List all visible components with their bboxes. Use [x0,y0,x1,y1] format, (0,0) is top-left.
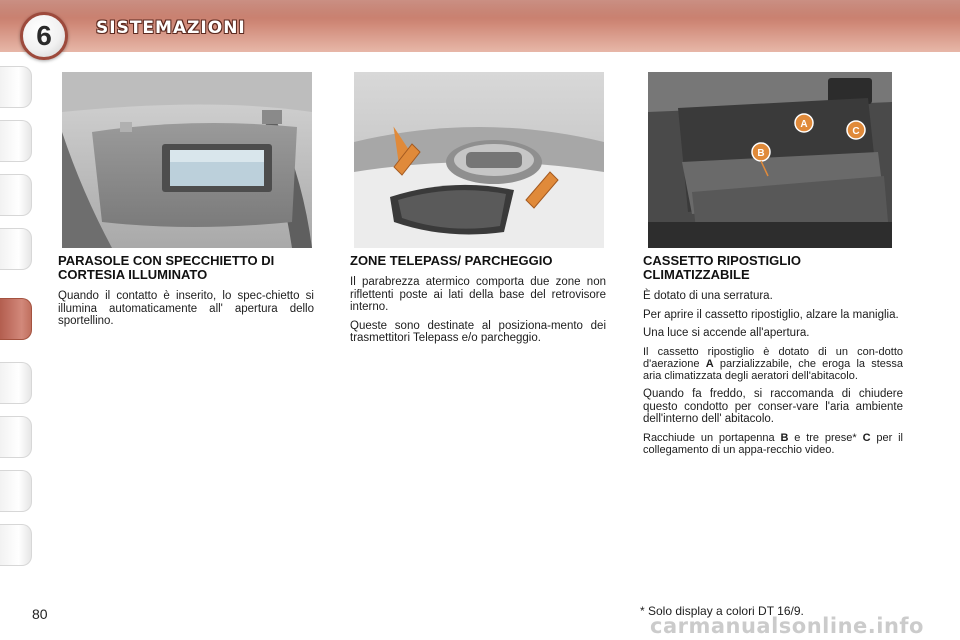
page-number: 80 [32,606,48,622]
photo-glove-box [648,72,892,248]
ref-a: A [705,357,714,370]
photo-windscreen-zones [354,72,604,248]
label-b: B [757,148,765,159]
chapter-tab-2[interactable] [0,120,32,162]
paragraph: Quando il contatto è inserito, lo spec-chietto si illumina automaticamente all' apertura dello sportellino. [58,290,314,327]
paragraph: È dotato di una serratura. [643,290,773,302]
chapter-tab-1[interactable] [0,66,32,108]
footnote: * Solo display a colori DT 16/9. [640,604,804,618]
mirror-illustration [354,72,604,248]
photo-sun-visor [62,72,312,248]
text-run: Racchiude un portapenna [643,431,781,444]
label-a: A [800,119,808,130]
section-title: SISTEMAZIONI [96,18,246,38]
chapter-tab-6-active[interactable] [0,298,32,340]
paragraph-pen-holder [643,432,903,457]
column-sun-visor [58,254,314,334]
heading-glove-box: CASSETTO RIPOSTIGLIO CLIMATIZZABILE [643,253,801,282]
chapter-tab-10[interactable] [0,524,32,566]
text-run: e tre prese* [788,431,863,444]
ref-b: B [780,431,789,444]
paragraph: Queste sono destinate al posiziona-mento dei trasmettitori Telepass e/o parcheggio. [350,319,606,344]
paragraph: Quando fa freddo, si raccomanda di chiudere questo condotto per conser-vare l'aria ambiente dell'interno dell' abitacolo. [643,388,903,426]
paragraph: Il parabrezza atermico comporta due zone non riflettenti poste ai lati della base del retrovisore interno. [350,276,606,313]
sun-visor-illustration [62,72,312,248]
text-run: per il collegamento di un appa-recchio video. [643,431,904,457]
column-telepass [350,254,606,351]
chapter-tab-rail [0,66,34,578]
paragraph-vent [643,346,903,383]
ref-c: C [862,431,871,444]
header-shine [0,0,960,18]
chapter-tab-9[interactable] [0,470,32,512]
chapter-tab-3[interactable] [0,174,32,216]
column-glove-box [643,254,903,462]
text-run: Il cassetto ripostiglio è dotato di un con-dotto d'aerazione [643,345,903,370]
glove-box-illustration [648,72,892,248]
heading-sun-visor: PARASOLE CON SPECCHIETTO DI CORTESIA ILLUMINATO [58,253,275,282]
text-run: parzializzabile, che eroga la stessa aria climatizzata degli aeratori dell'abitacolo. [643,357,903,383]
paragraph: Una luce si accende all'apertura. [643,327,810,339]
watermark: carmanualsonline.info [650,614,924,638]
chapter-tab-4[interactable] [0,228,32,270]
chapter-tab-8[interactable] [0,416,32,458]
heading-telepass: ZONE TELEPASS/ PARCHEGGIO [350,253,553,268]
chapter-number: 6 [36,20,52,51]
label-c: C [852,126,860,137]
chapter-badge [20,12,68,60]
paragraph: Per aprire il cassetto ripostiglio, alzare la maniglia. [643,308,899,321]
chapter-tab-7[interactable] [0,362,32,404]
